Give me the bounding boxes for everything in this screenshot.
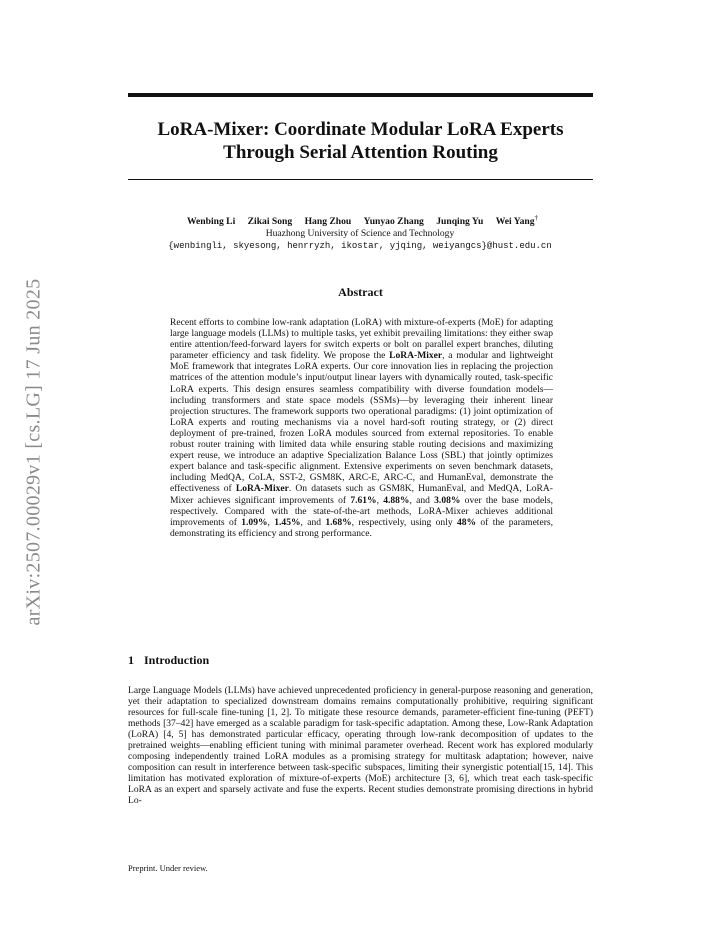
corresponding-author-mark: † xyxy=(534,214,539,222)
abstract-text: Recent efforts to combine low-rank adaptation (LoRA) with mixture-of-experts (MoE) for adapting large language models (LLMs) to multiple tasks, yet exhibit prevailing limitations: they either swap entire attention/feed-forward layers for switch experts or bolt on parallel expert branches, diluting parameter efficiency and task fidelity. We propose the LoRA-Mixer, a modular and lightweight MoE framework that integrates LoRA experts. Our core innovation lies in replacing the projection matrices of the attention module’s input/output linear layers with dynamically routed, task-specific LoRA experts. This design ensures seamless compatibility with diverse foundation models—including transformers and state space models (SSMs)—by leveraging their inherent linear projection structures. The framework supports two operational paradigms: (1) joint optimization of LoRA experts and routing mechanisms via a novel hard-soft routing strategy, or (2) direct deployment of pre-trained, frozen LoRA modules sourced from external repositories. To enable robust router training with limited data while ensuring stable routing decisions and maximizing expert reuse, we introduce an adaptive Specialization Balance Loss (SBL) that jointly optimizes expert balance and task-specific alignment. Extensive experiments on seven benchmark datasets, including MedQA, CoLA, SST-2, GSM8K, ARC-E, ARC-C, and HumanEval, demonstrate the effectiveness of LoRA-Mixer. On datasets such as GSM8K, HumanEval, and MedQA, LoRA-Mixer achieves significant improvements of 7.61%, 4.88%, and 3.08% over the base models, respectively. Compared with the state-of-the-art methods, LoRA-Mixer achieves additional improvements of 1.09%, 1.45%, and 1.68%, respectively, using only 48% of the parameters, demonstrating its efficiency and strong performance. xyxy=(170,317,553,539)
title-bottom-rule xyxy=(128,179,593,180)
paper-title-line-1: LoRA-Mixer: Coordinate Modular LoRA Experts xyxy=(157,119,564,140)
author-name: Zikai Song xyxy=(247,216,293,228)
introduction-paragraph: Large Language Models (LLMs) have achieved unprecedented proficiency in general-purpose reasoning and generation, yet their adaptation to specialized downstream domains remains computationally prohibitive, requiring significant resources for full-scale fine-tuning [1, 2]. To mitigate these resource demands, parameter-efficient fine-tuning (PEFT) methods [37–42] have emerged as a scalable paradigm for task-specific adaptation. Among these, Low-Rank Adaptation (LoRA) [4, 5] has demonstrated particular efficacy, operating through low-rank decomposition of updates to the pretrained weights—enabling efficient tuning with minimal parameter overhead. Recent work has explored modularly composing independently trained LoRA modules as a promising strategy for multitask adaptation; however, naive composition can result in interference between task-specific subspaces, limiting their synergistic potential[15, 14]. This limitation has motivated exploration of mixture-of-experts (MoE) architecture [3, 6], which treat each task-specific LoRA as an expert and sparsely activate and fuse the experts. Recent studies demonstrate promising directions in hybrid Lo- xyxy=(128,685,593,806)
author-name: Hang Zhou xyxy=(304,216,352,228)
author-list xyxy=(100,212,620,228)
author-block xyxy=(100,212,620,252)
page-footer: Preprint. Under review. xyxy=(128,863,208,873)
title-top-rule xyxy=(128,93,593,97)
paper-title-line-2: Through Serial Attention Routing xyxy=(223,142,498,163)
section-number: 1 xyxy=(128,653,134,667)
author-name: Wei Yang† xyxy=(495,214,539,228)
paper-title xyxy=(128,118,593,164)
section-title: Introduction xyxy=(144,653,210,667)
arxiv-identifier-text: arXiv:2507.00029v1 [cs.LG] 17 Jun 2025 xyxy=(22,278,45,626)
affiliation: Huazhong University of Science and Technology xyxy=(265,228,455,240)
author-name: Wenbing Li xyxy=(186,216,236,228)
arxiv-identifier-stamp xyxy=(22,262,46,642)
author-name: Junqing Yu xyxy=(436,216,484,228)
section-heading-introduction xyxy=(128,653,209,668)
author-name: Yunyao Zhang xyxy=(363,216,424,228)
author-emails: {wenbingli, skyesong, henrryzh, ikostar, yjqing, weiyangcs}@hust.edu.cn xyxy=(168,241,552,252)
abstract-heading: Abstract xyxy=(338,285,383,299)
